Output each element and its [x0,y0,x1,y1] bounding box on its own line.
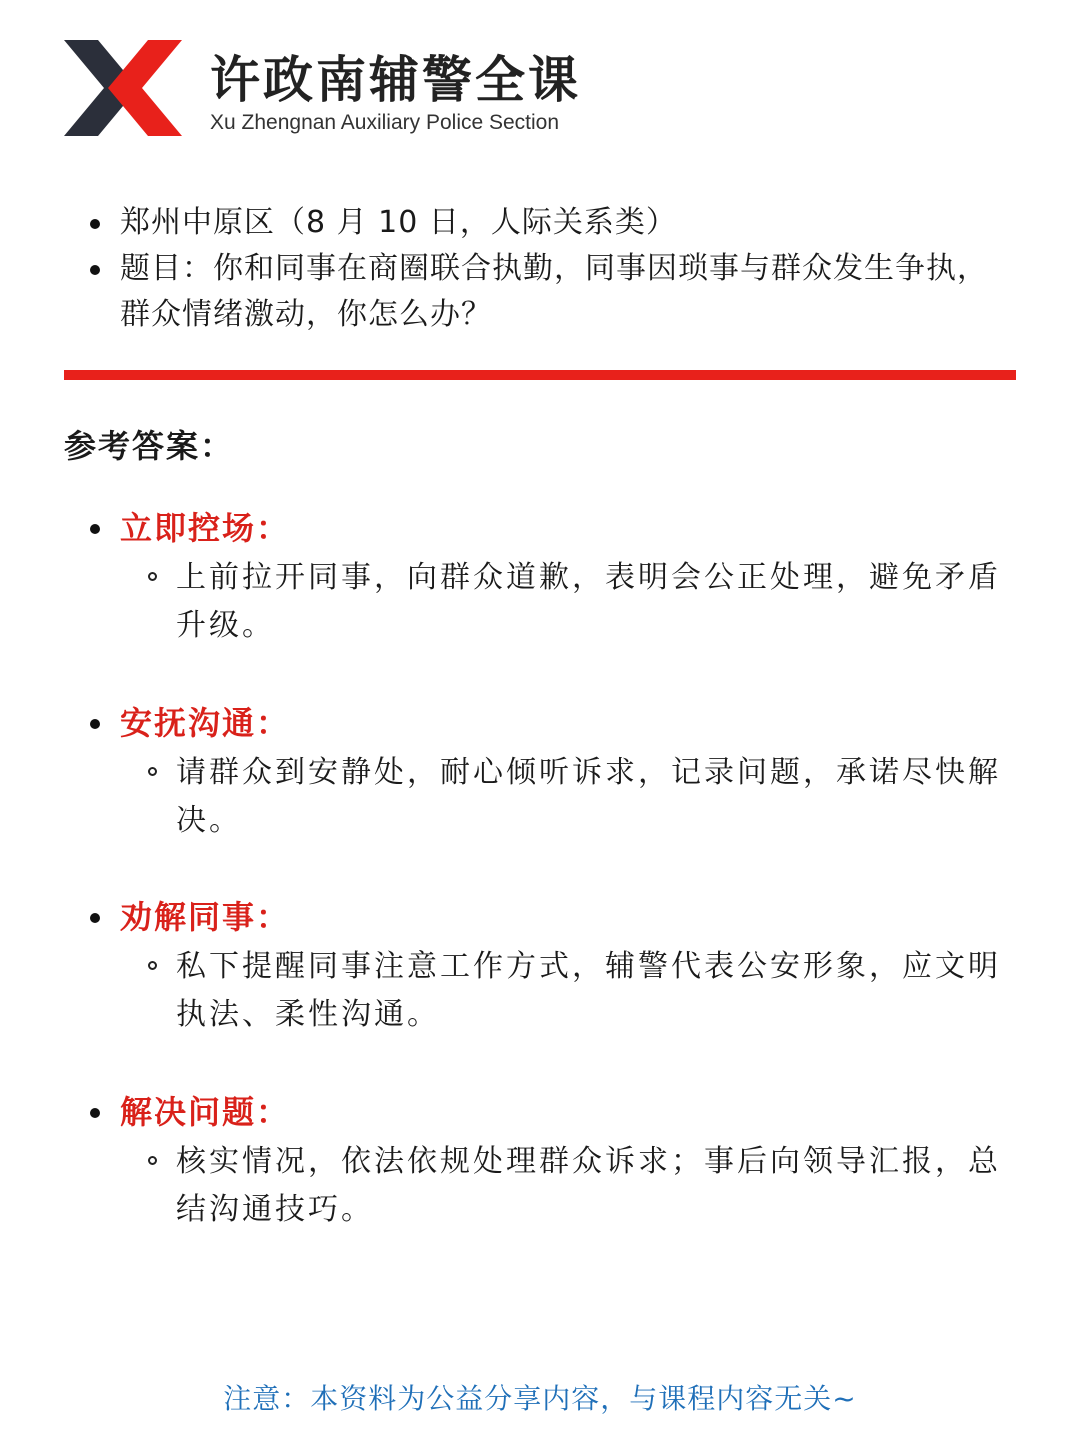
brand-name-cn: 许政南辅警全课 [210,51,581,109]
intro-source: 郑州中原区（8 月 10 日，人际关系类） [90,200,990,246]
section-body: 上前拉开同事，向群众道歉，表明会公正处理，避免矛盾升级。 [176,554,1010,650]
answer-section [90,504,1010,650]
section-title: 立即控场： [90,504,1010,552]
brand-logo-icon [64,40,182,136]
answer-section [90,1088,1010,1234]
brand-header [64,40,764,140]
section-title: 解决问题： [90,1088,1010,1136]
section-body: 请群众到安静处，耐心倾听诉求，记录问题，承诺尽快解决。 [176,749,1010,845]
footer-note: 注意：本资料为公益分享内容，与课程内容无关~ [223,1382,857,1415]
intro-question: 题目：你和同事在商圈联合执勤，同事因琐事与群众发生争执，群众情绪激动，你怎么办？ [90,246,990,338]
section-title: 劝解同事： [90,893,1010,941]
answer-heading: 参考答案： [64,427,235,465]
section-body: 私下提醒同事注意工作方式，辅警代表公安形象，应文明执法、柔性沟通。 [176,943,1010,1039]
section-title: 安抚沟通： [90,699,1010,747]
section-body: 核实情况，依法依规处理群众诉求；事后向领导汇报，总结沟通技巧。 [176,1138,1010,1234]
brand-name-en: Xu Zhengnan Auxiliary Police Section [210,111,560,134]
red-divider [64,370,1016,380]
answer-section [90,893,1010,1039]
answer-section [90,699,1010,845]
question-intro [90,200,990,338]
